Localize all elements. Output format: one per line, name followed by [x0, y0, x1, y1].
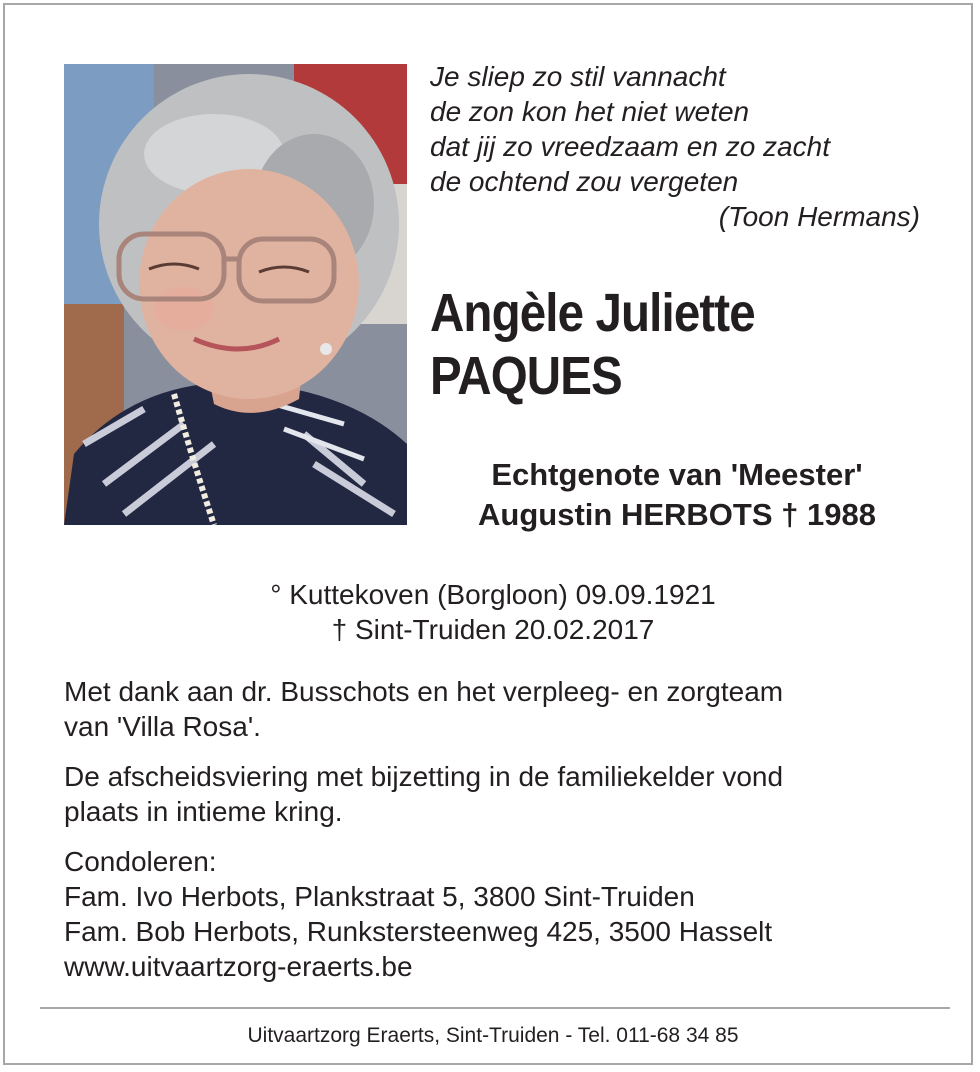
spouse-line-1: Echtgenote van 'Meester': [491, 457, 863, 492]
poem-author: (Toon Hermans): [718, 201, 920, 232]
condolences-address-2: Fam. Bob Herbots, Runkstersteenweg 425, 3500 Hasselt: [64, 916, 773, 947]
death-date: † Sint-Truiden 20.02.2017: [331, 614, 655, 645]
ceremony-paragraph: [64, 759, 944, 829]
condolences-heading: Condoleren:: [64, 846, 217, 877]
condolences-address-1: Fam. Ivo Herbots, Plankstraat 5, 3800 Sint-Truiden: [64, 881, 695, 912]
footer-contact: Uitvaartzorg Eraerts, Sint-Truiden - Tel. 011-68 34 85: [247, 1024, 739, 1047]
condolences-paragraph: [64, 844, 944, 984]
ceremony-line-1: De afscheidsviering met bijzetting in de familiekelder vond: [64, 761, 784, 792]
ceremony-line-2: plaats in intieme kring.: [64, 796, 343, 827]
birth-date: ° Kuttekoven (Borgloon) 09.09.1921: [270, 579, 716, 610]
poem-line-4: de ochtend zou vergeten: [430, 166, 739, 197]
thanks-paragraph: [64, 674, 944, 744]
life-dates: [105, 577, 881, 647]
poem: [430, 59, 930, 234]
announcement-body: [64, 674, 944, 999]
poem-line-3: dat jij zo vreedzaam en zo zacht: [430, 131, 830, 162]
deceased-surname: PAQUES: [430, 346, 622, 406]
thanks-line-2: van 'Villa Rosa'.: [64, 711, 261, 742]
poem-line-2: de zon kon het niet weten: [430, 96, 750, 127]
deceased-name: [430, 282, 755, 408]
condolences-website: www.uitvaartzorg-eraerts.be: [64, 951, 413, 982]
spouse-line-2: Augustin HERBOTS † 1988: [478, 497, 876, 532]
thanks-line-1: Met dank aan dr. Busschots en het verpleeg- en zorgteam: [64, 676, 784, 707]
portrait-photo: [64, 64, 407, 525]
spouse-info: [417, 455, 937, 535]
deceased-first-names: Angèle Juliette: [430, 283, 755, 343]
footer-divider: [40, 1007, 950, 1009]
poem-line-1: Je sliep zo stil vannacht: [430, 61, 726, 92]
obituary-card: [3, 3, 973, 1065]
